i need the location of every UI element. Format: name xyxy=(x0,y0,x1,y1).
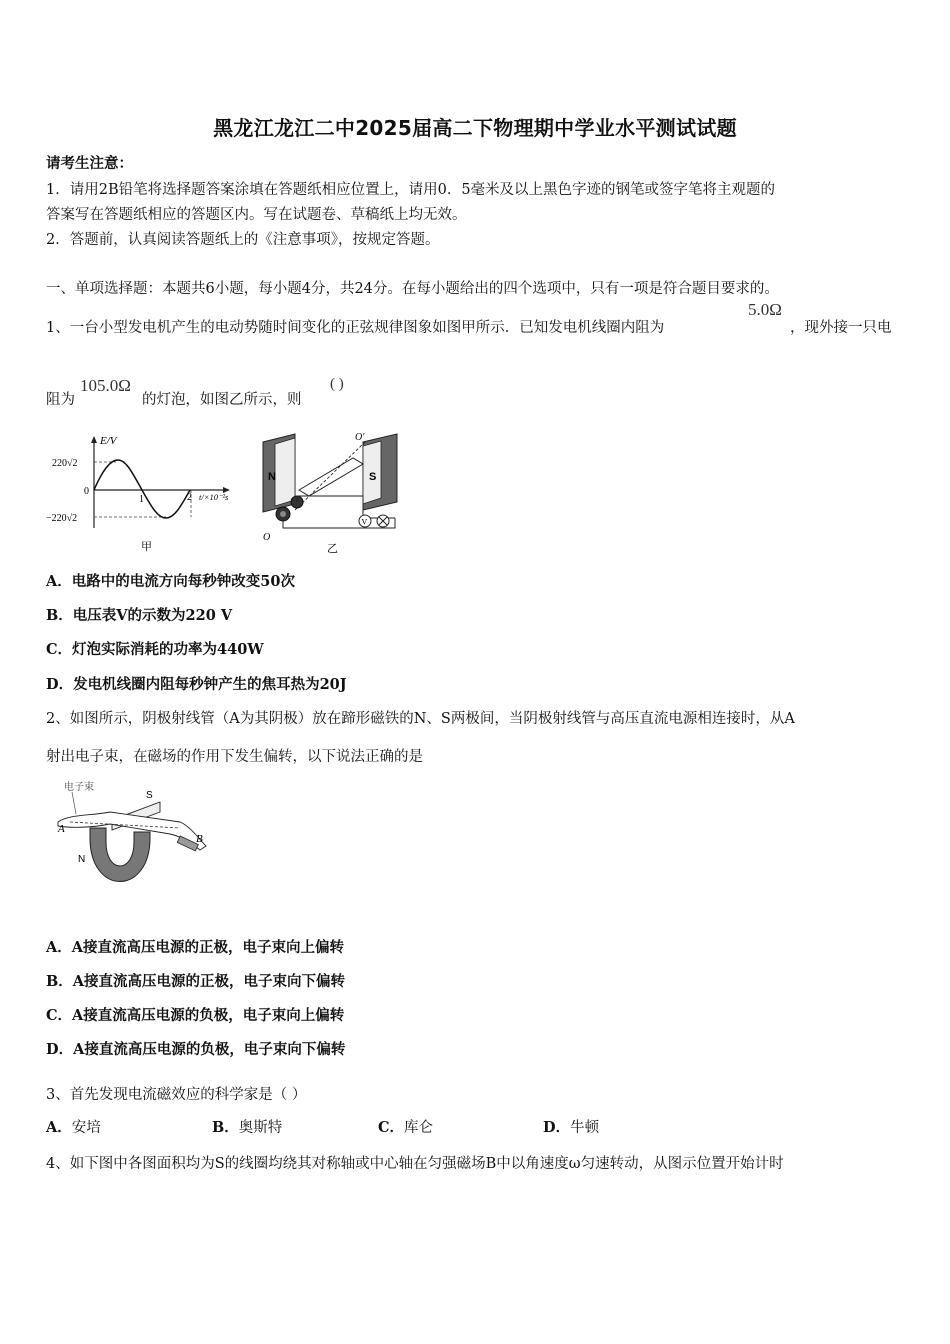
horseshoe-magnet xyxy=(90,828,150,882)
graph-y-zero: 0 xyxy=(84,486,89,497)
q1-text-part1: 1、一台小型发电机产生的电动势随时间变化的正弦规律图象如图甲所示．已知发电机线圈内阻为 xyxy=(46,320,665,336)
sine-curve xyxy=(94,460,190,518)
s-label: S xyxy=(146,790,153,801)
q1-bulb-resistance: 105.0Ω xyxy=(80,376,131,395)
graph-ylabel: E/V xyxy=(100,435,117,447)
notice-item2: 2．答题前，认真阅读答题纸上的《注意事项》，按规定答题。 xyxy=(46,232,440,248)
page-title: 黑龙江龙江二中2025届高二下物理期中学业水平测试试题 xyxy=(213,116,737,140)
q4-text: 4、如下图中各图面积均为S的线圈均绕其对称轴或中心轴在匀强磁场B中以角速度ω匀速转动，从图示位置开始计时 xyxy=(46,1156,784,1172)
graph-y-top: 220√2 xyxy=(52,458,78,469)
q2-option-c[interactable]: C．A接直流高压电源的负极，电子束向上偏转 xyxy=(46,1007,345,1024)
q1-text-part2: ，现外接一只电 xyxy=(790,320,892,336)
q1-option-c[interactable]: C．灯泡实际消耗的功率为440W xyxy=(46,641,264,658)
section-heading: 一、单项选择题：本题共6小题，每小题4分，共24分。在每小题给出的四个选项中，只有一项是符合题目要求的。 xyxy=(46,281,779,297)
graph-x-tick1: 1 xyxy=(139,494,144,505)
q3-text: 3、首先发现电流磁效应的科学家是（ ） xyxy=(46,1087,307,1103)
graph-y-arrow xyxy=(91,436,97,443)
q2-option-d[interactable]: D．A接直流高压电源的负极，电子束向下偏转 xyxy=(46,1041,346,1058)
q1-option-b[interactable]: B．电压表V的示数为220 V xyxy=(46,607,233,624)
graph-caption: 甲 xyxy=(141,540,152,553)
q1-internal-resistance: 5.0Ω xyxy=(748,300,782,319)
apparatus-caption: 乙 xyxy=(327,542,338,555)
q1-text-part4: 的灯泡，如图乙所示，则 xyxy=(142,392,302,408)
q3-option-a[interactable]: A．安培 xyxy=(46,1119,101,1136)
q1-option-a[interactable]: A．电路中的电流方向每秒钟改变50次 xyxy=(46,573,295,590)
a-label: A xyxy=(58,823,65,835)
notice-item1-line1: 1．请用2B铅笔将选择题答案涂填在答题纸相应位置上，请用0．5毫米及以上黑色字迹的钢笔或签字笔将主观题的 xyxy=(46,182,776,198)
cathode-ray-figure xyxy=(50,776,215,916)
beam-label: 电子束 xyxy=(64,782,94,793)
q1-text-part3: 阻为 xyxy=(46,392,75,408)
voltmeter-label: V xyxy=(361,517,368,527)
q3-option-b[interactable]: B．奥斯特 xyxy=(212,1119,283,1136)
generator-apparatus xyxy=(255,428,405,558)
q2-option-b[interactable]: B．A接直流高压电源的正极，电子束向下偏转 xyxy=(46,973,346,990)
north-label: N xyxy=(268,471,276,483)
o-bottom-label: O xyxy=(263,532,271,543)
south-label: S xyxy=(369,471,377,483)
n-label: N xyxy=(78,854,86,865)
notice-heading: 请考生注意： xyxy=(46,155,133,172)
q3-option-c[interactable]: C．库仑 xyxy=(378,1119,434,1136)
emf-sine-graph xyxy=(44,432,234,558)
q2-option-a[interactable]: A．A接直流高压电源的正极，电子束向上偏转 xyxy=(46,939,345,956)
q2-text-line1: 2、如图所示，阴极射线管（A为其阴极）放在蹄形磁铁的N、S两极间，当阴极射线管与高压直流电源相连接时，从A xyxy=(46,711,795,727)
q1-paren: ( ) xyxy=(330,376,344,392)
q3-option-d[interactable]: D．牛顿 xyxy=(543,1119,600,1136)
graph-y-bottom: −220√2 xyxy=(46,513,78,524)
q2-text-line2: 射出电子束，在磁场的作用下发生偏转，以下说法正确的是 xyxy=(46,749,423,765)
coil xyxy=(299,458,363,496)
graph-xlabel: t/×10⁻²s xyxy=(199,492,229,502)
o-top-label: O′ xyxy=(355,432,365,443)
notice-item1-line2: 答案写在答题纸相应的答题区内。写在试题卷、草稿纸上均无效。 xyxy=(46,207,467,223)
graph-x-tick2: 2 xyxy=(187,492,192,503)
q1-option-d[interactable]: D．发电机线圈内阻每秒钟产生的焦耳热为20J xyxy=(46,676,347,693)
b-label: B xyxy=(196,833,203,845)
